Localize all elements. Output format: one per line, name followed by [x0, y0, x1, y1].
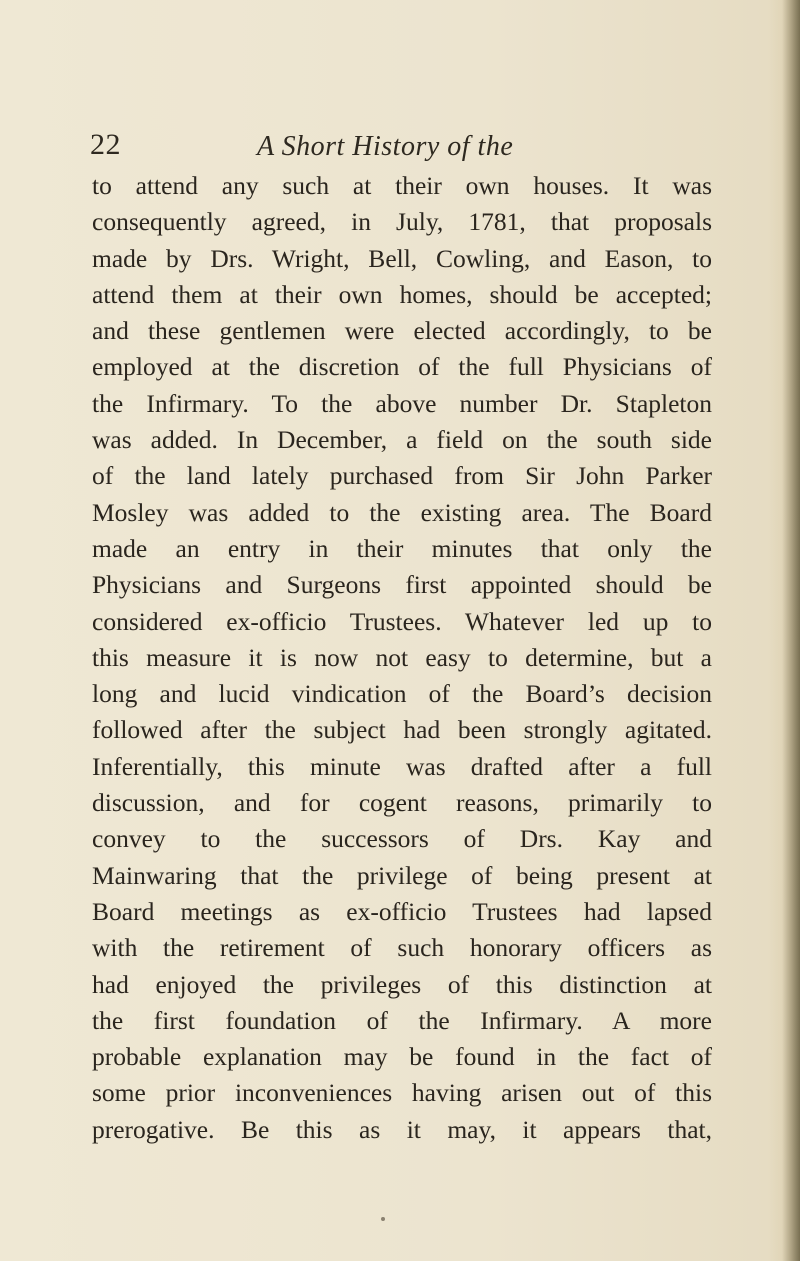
page-edge-shadow [782, 0, 800, 1261]
text-line: some prior inconveniences having arisen out of this [92, 1078, 712, 1108]
text-line: of the land lately purchased from Sir John Parker [92, 461, 712, 491]
text-line: Mainwaring that the privilege of being present at [92, 860, 712, 890]
text-line: considered ex-officio Trustees. Whatever led up to [92, 606, 712, 636]
text-line: Mosley was added to the existing area. The Board [92, 497, 712, 527]
text-line: employed at the discretion of the full Physicians of [92, 352, 712, 382]
text-line: prerogative. Be this as it may, it appears that, [92, 1114, 712, 1144]
running-title: A Short History of the [257, 131, 514, 162]
text-line: the Infirmary. To the above number Dr. Stapleton [92, 388, 712, 418]
text-line: long and lucid vindication of the Board’s decision [92, 679, 712, 709]
text-line: attend them at their own homes, should be accepted; [92, 279, 712, 309]
text-line: this measure it is now not easy to determine, but a [92, 642, 712, 672]
body-text [92, 168, 712, 1148]
text-line: made an entry in their minutes that only the [92, 533, 712, 563]
page-number: 22 [90, 128, 121, 161]
text-line: Board meetings as ex-officio Trustees had lapsed [92, 896, 712, 926]
text-line: convey to the successors of Drs. Kay and [92, 824, 712, 854]
text-line: had enjoyed the privileges of this distinction at [92, 969, 712, 999]
text-line: probable explanation may be found in the fact of [92, 1042, 712, 1072]
text-line: was added. In December, a field on the south side [92, 425, 712, 455]
text-line: followed after the subject had been strongly agitated. [92, 715, 712, 745]
text-line: with the retirement of such honorary officers as [92, 933, 712, 963]
text-line: consequently agreed, in July, 1781, that proposals [92, 207, 712, 237]
text-line: made by Drs. Wright, Bell, Cowling, and Eason, to [92, 243, 712, 273]
text-line: Physicians and Surgeons first appointed should be [92, 570, 712, 600]
paper-speck [381, 1217, 385, 1221]
text-line: the first foundation of the Infirmary. A more [92, 1005, 712, 1035]
text-line: discussion, and for cogent reasons, primarily to [92, 788, 712, 818]
text-line: Inferentially, this minute was drafted after a full [92, 751, 712, 781]
text-line: and these gentlemen were elected accordingly, to be [92, 316, 712, 346]
text-line: to attend any such at their own houses. It was [92, 171, 712, 200]
